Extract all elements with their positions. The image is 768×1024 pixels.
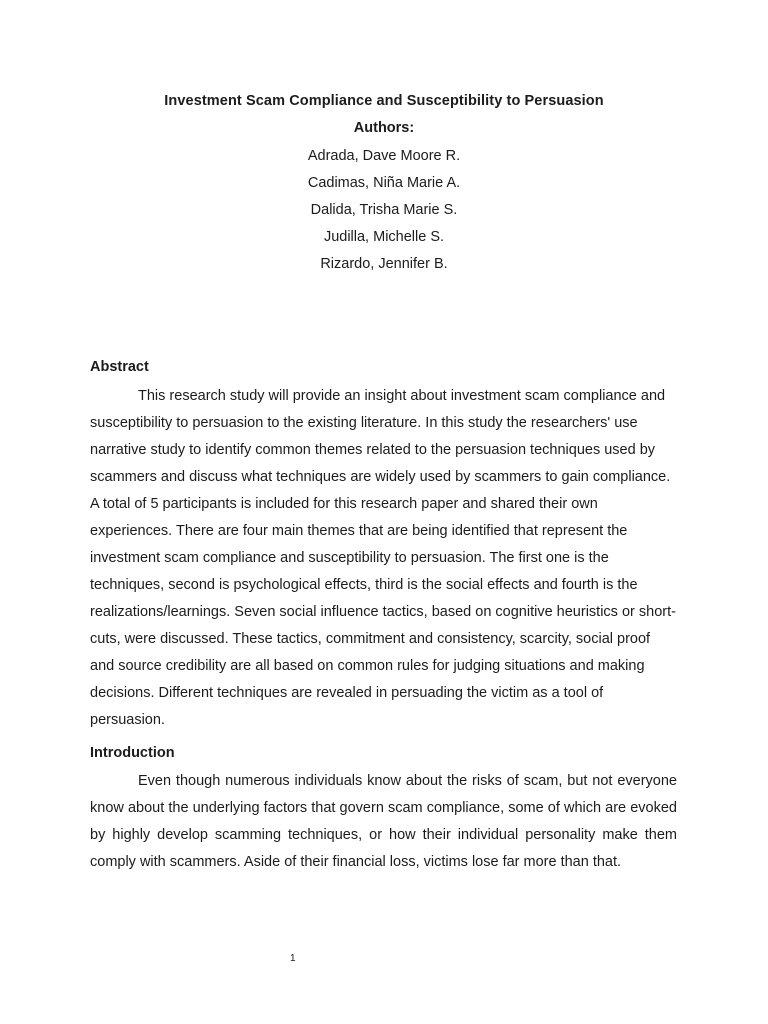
author-name: Rizardo, Jennifer B. <box>320 256 448 272</box>
author-name: Cadimas, Niña Marie A. <box>307 175 461 191</box>
page-number: 1 <box>290 953 296 964</box>
paper-title: Investment Scam Compliance and Susceptibility to Persuasion <box>164 93 604 109</box>
introduction-heading: Introduction <box>90 745 175 761</box>
author-name: Dalida, Trisha Marie S. <box>310 202 458 218</box>
authors-label: Authors: <box>353 120 415 136</box>
author-name: Adrada, Dave Moore R. <box>307 148 461 164</box>
abstract-paragraph: This research study will provide an insight about investment scam compliance and susceptibility to persuasion to the existing literature. In this study the researchers' use narrative study to identify common themes related to the persuasion techniques used by scammers and discuss what techniques are widely used by scammers to gain compliance. A total of 5 participants is included for this research paper and shared their own experiences. There are four main themes that are being identified that represent the investment scam compliance and susceptibility to persuasion. The first one is the techniques, second is psychological effects, third is the social effects and fourth is the realizations/learnings. Seven social influence tactics, based on cognitive heuristics or short-cuts, were discussed. These tactics, commitment and consistency, scarcity, social proof and source credibility are all based on common rules for judging situations and making decisions. Different techniques are revealed in persuading the victim as a tool of persuasion. <box>90 388 676 728</box>
abstract-heading: Abstract <box>90 359 149 375</box>
introduction-paragraph: Even though numerous individuals know about the risks of scam, but not everyone know about the underlying factors that govern scam compliance, some of which are evoked by highly develop scamming techniques, or how their individual personality make them comply with scammers. Aside of their financial loss, victims lose far more than that. <box>90 773 677 870</box>
author-list <box>0 145 768 280</box>
author-name: Judilla, Michelle S. <box>323 229 445 245</box>
